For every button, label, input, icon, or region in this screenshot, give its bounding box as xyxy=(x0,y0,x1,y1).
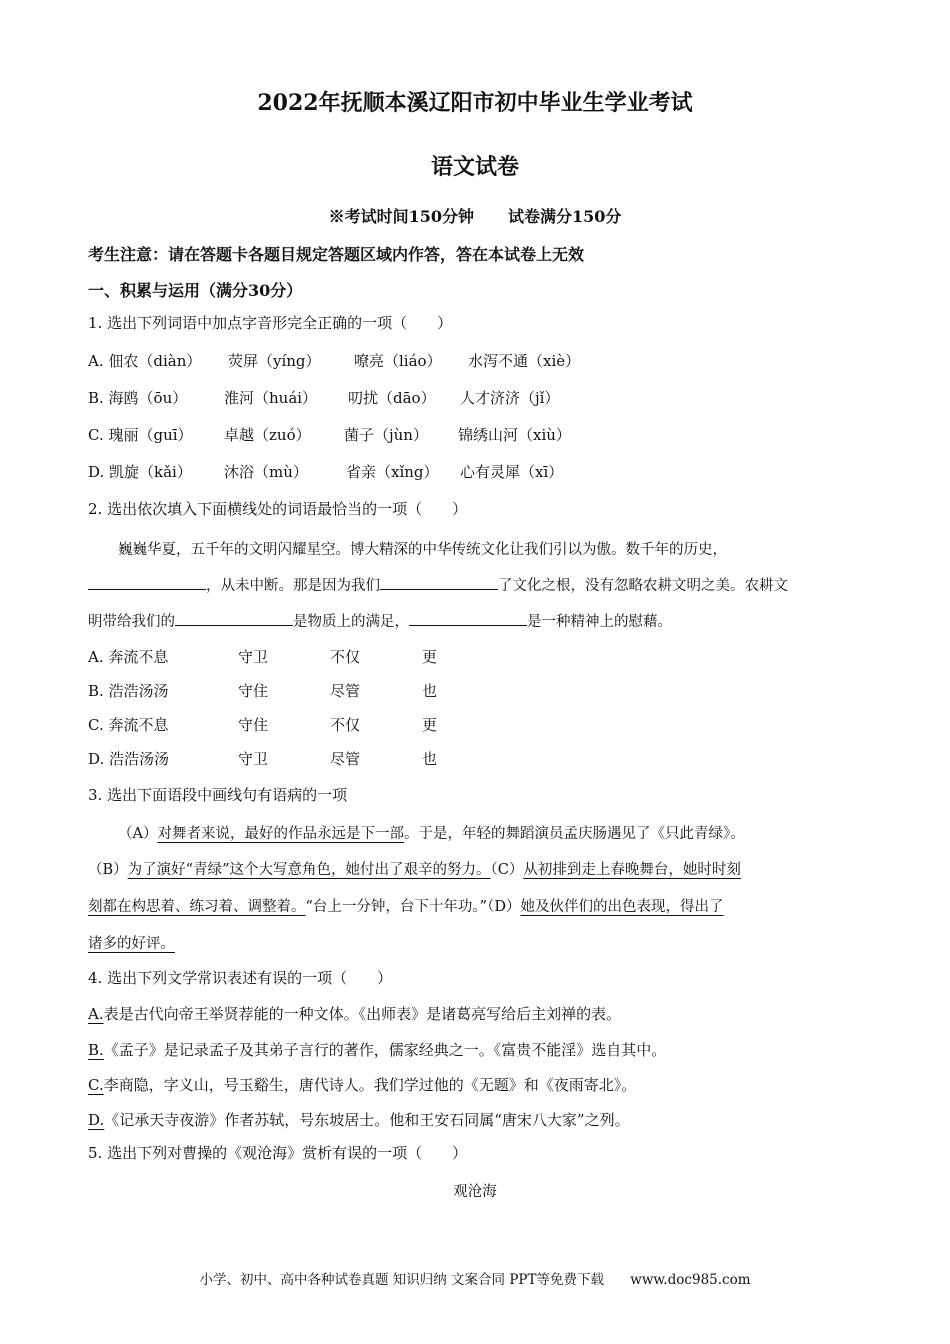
q2-blank-3[interactable] xyxy=(175,611,293,626)
q1-d-c2: 沐浴（mù） xyxy=(224,463,308,481)
q4-d-text: 《记承天寺夜游》作者苏轼，号东坡居士。他和王安石同属“唐宋八大家”之列。 xyxy=(104,1111,630,1129)
q3-a-rest: 。于是，年轻的舞蹈演员孟庆肠遇见了《只此青绿》。 xyxy=(403,826,745,842)
q2-c-c1: C. 奔流不息 xyxy=(88,716,169,734)
q2-d-c1: D. 浩浩汤汤 xyxy=(88,750,170,768)
q2-blank-1[interactable] xyxy=(88,575,206,590)
exam-meta xyxy=(0,204,950,227)
q2-c-c3: 不仅 xyxy=(330,716,361,734)
q2-a-c1: A. 奔流不息 xyxy=(88,648,169,666)
q3-sentence-a: 对舞者来说，最好的作品永远是下一部 xyxy=(157,826,404,842)
q3-sentence-d-part1: 她及伙伴们的出色表现，得出了 xyxy=(520,899,724,915)
q1-b-c4: 人才济济（jǐ） xyxy=(460,389,560,407)
q1-d-c4: 心有灵犀（xī） xyxy=(460,463,564,481)
q3-quote: “台上一分钟，台下十年功。” xyxy=(305,899,488,915)
q2-a-c3: 不仅 xyxy=(330,648,361,666)
q4-option-b xyxy=(88,1039,666,1060)
q2-blank-2[interactable] xyxy=(380,575,498,590)
q1-b-c3: 叨扰（dāo） xyxy=(348,389,436,407)
q1-d-c1: D. 凯旋（kǎi） xyxy=(88,463,192,481)
q3-a-label: （A） xyxy=(118,826,158,842)
q2-text-2b: 了文化之根，没有忽略农耕文明之美。农耕文 xyxy=(498,578,788,594)
q3-line4 xyxy=(88,932,860,953)
q1-a-c4: 水泻不通（xiè） xyxy=(468,352,581,370)
q3-b-label: （B） xyxy=(88,862,128,878)
q1-c-c2: 卓越（zuó） xyxy=(224,426,311,444)
q4-b-label: B. xyxy=(88,1041,104,1059)
q3-sentence-d-part2: 诸多的好评。 xyxy=(88,936,175,952)
q2-blank-4[interactable] xyxy=(409,611,527,626)
q4-d-label: D. xyxy=(88,1111,105,1129)
section-heading: 一、积累与运用（满分30分） xyxy=(88,281,303,300)
q4-a-label: A. xyxy=(88,1005,104,1023)
q3-line1 xyxy=(118,822,890,843)
q2-text-2a: ，从未中断。那是因为我们 xyxy=(206,578,380,594)
footer-text: 小学、初中、高中各种试卷真题 知识归纳 文案合同 PPT等免费下载 xyxy=(199,1272,604,1288)
q1-b-c2: 淮河（huái） xyxy=(224,389,318,407)
q1-d-c3: 省亲（xǐng） xyxy=(346,463,439,481)
q2-text-3b: 是物质上的满足， xyxy=(293,614,409,630)
exam-title: 2022年抚顺本溪辽阳市初中毕业生学业考试 xyxy=(257,90,693,116)
q1-c-c3: 菌子（jùn） xyxy=(344,426,428,444)
q2-passage-line1: 巍巍华夏，五千年的文明闪耀星空。博大精深的中华传统文化让我们引以为傲。数千年的历史， xyxy=(118,542,727,558)
q4-b-text: 《孟子》是记录孟子及其弟子言行的著作，儒家经典之一。《富贵不能淫》选自其中。 xyxy=(103,1041,667,1059)
q2-d-c3: 尽管 xyxy=(330,750,361,768)
q3-sentence-b: 为了演好“青绿”这个大写意角色，她付出了艰辛的努力。 xyxy=(127,862,491,878)
q3-line3 xyxy=(88,895,860,916)
q3-sentence-c-part2: 刻都在构思着、练习着、调整着。 xyxy=(88,899,306,915)
q2-d-c2: 守卫 xyxy=(238,750,269,768)
q1-stem: 1. 选出下列词语中加点字音形完全正确的一项（ ） xyxy=(88,314,453,332)
q2-c-c4: 更 xyxy=(422,716,438,734)
q2-passage-line2 xyxy=(88,574,860,595)
q4-a-text: 表是古代向帝王举贤荐能的一种文体。《出师表》是诸葛亮写给后主刘禅的表。 xyxy=(103,1005,622,1023)
q5-stem: 5. 选出下列对曹操的《观沧海》赏析有误的一项（ ） xyxy=(88,1144,468,1162)
q2-b-c4: 也 xyxy=(422,682,438,700)
q4-c-text: 李商隐，字义山，号玉谿生，唐代诗人。我们学过他的《无题》和《夜雨寄北》。 xyxy=(103,1076,637,1094)
q4-option-d xyxy=(88,1109,630,1130)
q2-a-c4: 更 xyxy=(422,648,438,666)
q2-c-c2: 守住 xyxy=(238,716,269,734)
q4-option-c xyxy=(88,1074,636,1095)
q3-line2 xyxy=(88,858,860,879)
q2-b-c1: B. 浩浩汤汤 xyxy=(88,682,169,700)
q3-stem: 3. 选出下面语段中画线句有语病的一项 xyxy=(88,786,348,804)
q1-c-c4: 锦绣山河（xiù） xyxy=(458,426,571,444)
exam-notice: 考生注意：请在答题卡各题目规定答题区域内作答，答在本试卷上无效 xyxy=(88,245,585,264)
footer-url[interactable]: www.doc985.com xyxy=(630,1272,751,1288)
exam-time: ※考试时间150分钟 xyxy=(328,207,474,226)
q1-b-c1: B. 海鸥（ōu） xyxy=(88,389,188,407)
q1-a-c1: A. 佃农（diàn） xyxy=(88,352,202,370)
q4-stem: 4. 选出下列文学常识表述有误的一项（ ） xyxy=(88,969,393,987)
q2-stem: 2. 选出依次填入下面横线处的词语最恰当的一项（ ） xyxy=(88,500,468,518)
exam-score: 试卷满分150分 xyxy=(508,207,622,226)
q3-c-label: （C） xyxy=(490,862,524,878)
q2-b-c3: 尽管 xyxy=(330,682,361,700)
q4-c-label: C. xyxy=(88,1076,104,1094)
q3-sentence-c-part1: 从初排到走上春晚舞台，她时时刻 xyxy=(523,862,741,878)
q1-a-c3: 嘹亮（liáo） xyxy=(354,352,442,370)
q2-d-c4: 也 xyxy=(422,750,438,768)
q2-text-3a: 明带给我们的 xyxy=(88,614,175,630)
poem-title: 观沧海 xyxy=(453,1184,497,1200)
q1-a-c2: 荧屏（yíng） xyxy=(228,352,321,370)
q2-b-c2: 守住 xyxy=(238,682,269,700)
q2-passage-line3 xyxy=(88,610,860,631)
q2-a-c2: 守卫 xyxy=(238,648,269,666)
exam-subtitle: 语文试卷 xyxy=(430,154,519,180)
q4-option-a xyxy=(88,1003,621,1024)
q1-c-c1: C. 瑰丽（guī） xyxy=(88,426,193,444)
q2-text-3c: 是一种精神上的慰藉。 xyxy=(527,614,672,630)
page-footer xyxy=(0,1268,950,1288)
q3-d-label: （D） xyxy=(487,899,521,915)
